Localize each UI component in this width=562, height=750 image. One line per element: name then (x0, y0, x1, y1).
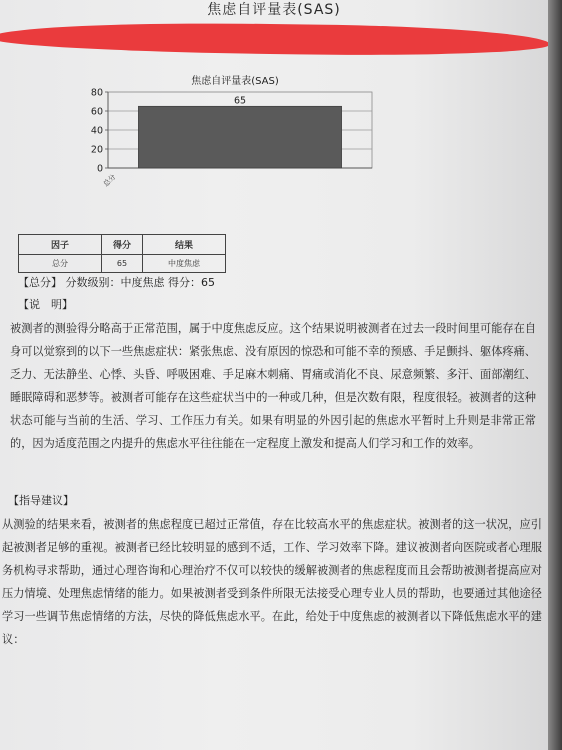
y-tick-label: 0 (96, 163, 103, 175)
advice-text: 从测验的结果来看，被测者的焦虑程度已超过正常值，存在比较高水平的焦虑症状。被测者的这一状况，应引起被测者足够的重视。被测者已经比较明显的感到不适，工作、学习效率下降。建议被测者向医院或者心理服务机构寻求帮助，通过心理咨询和心理治疗不仅可以较快的缓解被测者的焦虑程度而且会帮助被测者提高应对压力情境、处理焦虑情绪的能力。如果被测者受到条件所限无法接受心理专业人员的帮助，也要通过其他途径学习一些调节焦虑情绪的方法，尽快的降低焦虑水平。在此，给处于中度焦虑的被测者以下降低焦虑水平的建议： (2, 518, 542, 646)
table-cell-factor: 总分 (19, 255, 102, 273)
table-header-factor: 因子 (19, 235, 102, 255)
table-header-score: 得分 (102, 235, 143, 255)
y-tick-label: 20 (90, 144, 103, 156)
score-summary: 【总分】 分数级别：中度焦虑 得分：65 (18, 276, 215, 289)
explanation-heading: 【说 明】 (18, 298, 73, 311)
table-cell-result: 中度焦虑 (143, 255, 226, 273)
x-tick-label: 总分 (101, 172, 118, 189)
table-header-row (19, 235, 226, 255)
page-edge-shadow (548, 0, 562, 750)
table-row (19, 255, 226, 273)
score-chart (70, 68, 400, 198)
y-tick-label: 40 (90, 125, 103, 137)
explanation-text: 被测者的测验得分略高于正常范围，属于中度焦虑反应。这个结果说明被测者在过去一段时间里可能存在自身可以觉察到的以下一些焦虑症状：紧张焦虑、没有原因的惊恐和可能不幸的预感、手足颤抖、躯体疼痛、乏力、无法静坐、心悸、头昏、呼吸困难、手足麻木刺痛、胃痛或消化不良、尿意频繁、多汗、面部潮红、睡眠障碍和恶梦等。被测者可能存在这些症状当中的一种或几种，但是次数有限，程度很轻。被测者的这种状态可能与当前的生活、学习、工作压力有关。如果有明显的外因引起的焦虑水平暂时上升则是非常正常的，因为适度范围之内提升的焦虑水平往往能在一定程度上激发和提高人们学习和工作的效率。 (10, 322, 536, 450)
redaction-mark (0, 20, 548, 58)
score-table (18, 234, 226, 273)
y-tick-label: 80 (90, 87, 103, 99)
page-header-title: 焦虑自评量表(SAS) (207, 2, 341, 18)
bar (138, 106, 341, 168)
chart-svg (70, 68, 400, 198)
table-cell-score: 65 (102, 255, 143, 273)
chart-title: 焦虑自评量表(SAS) (191, 76, 279, 87)
y-tick-label: 60 (90, 106, 103, 118)
table-header-result: 结果 (143, 235, 226, 255)
advice-heading: 【指导建议】 (8, 494, 74, 507)
data-label: 65 (233, 95, 247, 107)
